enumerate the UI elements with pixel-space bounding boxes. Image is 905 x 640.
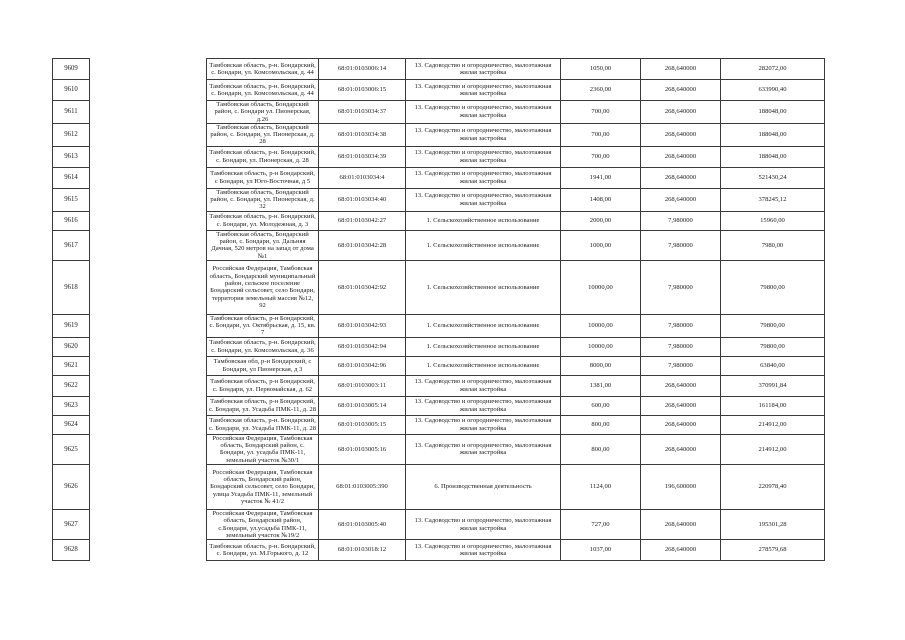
table-row [53,375,825,396]
rate-cell: 7,980000 [641,211,721,230]
table-body [53,59,825,561]
cadastral-value-cell: 79800,00 [721,314,825,337]
rate-cell: 7,980000 [641,314,721,337]
rate-cell: 7,980000 [641,260,721,314]
row-number-cell: 9618 [53,260,90,314]
table-row [53,80,825,101]
rate-cell: 268,640000 [641,59,721,80]
cadastral-number-cell: 68:01:0103034:37 [319,101,406,124]
cadastral-value-cell: 7980,00 [721,230,825,260]
area-cell: 1941,00 [561,167,641,188]
empty-column-cell [90,464,207,509]
land-registry-table [52,58,825,561]
cadastral-number-cell: 68:01:0103005:14 [319,396,406,415]
land-use-cell: 13. Садоводство и огородничество, малоэтажная жилая застройка [406,434,561,464]
empty-column-cell [90,415,207,434]
address-cell: Российская Федерация, Тамбовская область, Бондарский район, с. Бондари, ул. усадьба ПМК-11, земельный участок №30/1 [207,434,319,464]
empty-column-cell [90,356,207,375]
table-row [53,230,825,260]
address-cell: Тамбовская обл, р-н Бондарский, с Бондари, ул Пионерская, д 3 [207,356,319,375]
cadastral-number-cell: 68:01:0103005:390 [319,464,406,509]
cadastral-number-cell: 68:01:0103042:27 [319,211,406,230]
table-row [53,101,825,124]
row-number-cell: 9613 [53,146,90,167]
cadastral-value-cell: 220978,40 [721,464,825,509]
row-number-cell: 9622 [53,375,90,396]
cadastral-number-cell: 68:01:0103005:16 [319,434,406,464]
cadastral-number-cell: 68:01:0103042:92 [319,260,406,314]
land-use-cell: 13. Садоводство и огородничество, малоэтажная жилая застройка [406,375,561,396]
land-use-cell: 13. Садоводство и огородничество, малоэтажная жилая застройка [406,509,561,539]
land-use-cell: 13. Садоводство и огородничество, малоэтажная жилая застройка [406,396,561,415]
table-row [53,434,825,464]
cadastral-value-cell: 633990,40 [721,80,825,101]
rate-cell: 196,600000 [641,464,721,509]
cadastral-value-cell: 79800,00 [721,260,825,314]
rate-cell: 268,640000 [641,188,721,211]
row-number-cell: 9614 [53,167,90,188]
land-use-cell: 13. Садоводство и огородничество, малоэтажная жилая застройка [406,146,561,167]
empty-column-cell [90,434,207,464]
empty-column-cell [90,167,207,188]
cadastral-value-cell: 195301,28 [721,509,825,539]
area-cell: 2360,00 [561,80,641,101]
land-use-cell: 1. Сельскохозяйственное использование [406,211,561,230]
cadastral-number-cell: 68:01:0103034:38 [319,123,406,146]
cadastral-number-cell: 68:01:0103042:94 [319,337,406,356]
cadastral-number-cell: 68:01:0103034:40 [319,188,406,211]
address-cell: Тамбовская область, Бондарский район, с. Бондари, ул. Пионерская, д. 28 [207,123,319,146]
cadastral-value-cell: 79800,00 [721,337,825,356]
empty-column-cell [90,540,207,561]
address-cell: Тамбовская область, р-н. Бондарский, с. Бондари, ул. М.Горького, д. 12 [207,540,319,561]
address-cell: Тамбовская область, р-н. Бондарский, с. Бондари, ул. Комсомольская, д. 36 [207,337,319,356]
cadastral-value-cell: 188048,00 [721,101,825,124]
row-number-cell: 9616 [53,211,90,230]
empty-column-cell [90,188,207,211]
table-row [53,59,825,80]
empty-column-cell [90,396,207,415]
cadastral-value-cell: 214912,00 [721,434,825,464]
table-row [53,123,825,146]
land-use-cell: 13. Садоводство и огородничество, малоэтажная жилая застройка [406,123,561,146]
table-row [53,211,825,230]
row-number-cell: 9617 [53,230,90,260]
area-cell: 10000,00 [561,337,641,356]
cadastral-value-cell: 378245,12 [721,188,825,211]
empty-column-cell [90,80,207,101]
table-row [53,396,825,415]
area-cell: 1124,00 [561,464,641,509]
area-cell: 10000,00 [561,314,641,337]
address-cell: Тамбовская область, Бондарский район, с. Бондари, ул. Пионерская, д. 32 [207,188,319,211]
cadastral-value-cell: 188048,00 [721,123,825,146]
rate-cell: 268,640000 [641,540,721,561]
cadastral-number-cell: 68:01:0103034:4 [319,167,406,188]
row-number-cell: 9628 [53,540,90,561]
row-number-cell: 9627 [53,509,90,539]
land-use-cell: 13. Садоводство и огородничество, малоэтажная жилая застройка [406,59,561,80]
table-row [53,464,825,509]
table-row [53,146,825,167]
rate-cell: 268,640000 [641,80,721,101]
cadastral-number-cell: 68:01:0103006:14 [319,59,406,80]
cadastral-number-cell: 68:01:0103018:12 [319,540,406,561]
area-cell: 700,00 [561,123,641,146]
rate-cell: 7,980000 [641,337,721,356]
land-use-cell: 13. Садоводство и огородничество, малоэтажная жилая застройка [406,167,561,188]
table-row [53,314,825,337]
cadastral-number-cell: 68:01:0103005:15 [319,415,406,434]
table-row [53,356,825,375]
land-use-cell: 6. Производственная деятельность [406,464,561,509]
cadastral-value-cell: 278579,68 [721,540,825,561]
cadastral-number-cell: 68:01:0103042:96 [319,356,406,375]
row-number-cell: 9612 [53,123,90,146]
area-cell: 1000,00 [561,230,641,260]
address-cell: Российская Федерация, Тамбовская область, Бондарский район, с.Бондари, ул.усадьба ПМК-11, земельный участок №19/2 [207,509,319,539]
land-use-cell: 13. Садоводство и огородничество, малоэтажная жилая застройка [406,415,561,434]
table-row [53,260,825,314]
empty-column-cell [90,230,207,260]
empty-column-cell [90,509,207,539]
row-number-cell: 9624 [53,415,90,434]
land-use-cell: 1. Сельскохозяйственное использование [406,260,561,314]
cadastral-value-cell: 63840,00 [721,356,825,375]
table-row [53,509,825,539]
address-cell: Тамбовская область, р-н. Бондарский, с. Бондари, ул. Молодежная, д. 3 [207,211,319,230]
land-use-cell: 13. Садоводство и огородничество, малоэтажная жилая застройка [406,540,561,561]
cadastral-number-cell: 68:01:0103003:11 [319,375,406,396]
table-row [53,188,825,211]
address-cell: Российская Федерация, Тамбовская область, Бондарский муниципальный район, сельское поселение Бондарский сельсовет, село Бондари, территория земельный массив №12, 92 [207,260,319,314]
address-cell: Тамбовская область, Бондарский район, с. Бондари ул. Пионерская, д.26 [207,101,319,124]
empty-column-cell [90,375,207,396]
area-cell: 800,00 [561,415,641,434]
empty-column-cell [90,59,207,80]
address-cell: Тамбовская область, р-н. Бондарский, с. Бондари, ул. Усадьба ПМК-11, д. 28 [207,415,319,434]
cadastral-value-cell: 188048,00 [721,146,825,167]
land-use-cell: 13. Садоводство и огородничество, малоэтажная жилая застройка [406,188,561,211]
area-cell: 800,00 [561,434,641,464]
address-cell: Тамбовская область, р-н Бондарский, с. Бондари, ул. Усадьба ПМК-11, д. 28 [207,396,319,415]
area-cell: 1050,00 [561,59,641,80]
row-number-cell: 9623 [53,396,90,415]
rate-cell: 268,640000 [641,509,721,539]
rate-cell: 268,640000 [641,415,721,434]
area-cell: 1408,00 [561,188,641,211]
row-number-cell: 9609 [53,59,90,80]
land-use-cell: 1. Сельскохозяйственное использование [406,356,561,375]
empty-column-cell [90,146,207,167]
land-use-cell: 13. Садоводство и огородничество, малоэтажная жилая застройка [406,101,561,124]
area-cell: 700,00 [561,146,641,167]
address-cell: Тамбовская область, р-н. Бондарский, с. Бондари, ул. Комсомольская, д. 44 [207,80,319,101]
address-cell: Тамбовская область, р-н. Бондарский, с. Бондари, ул. Комсомольская, д. 44 [207,59,319,80]
address-cell: Российская Федерация, Тамбовская область, Бондарский район, Бондарский сельсовет, село Бондари, улица Усадьба ПМК-11, земельный участок № 41/2 [207,464,319,509]
area-cell: 727,00 [561,509,641,539]
rate-cell: 268,640000 [641,375,721,396]
rate-cell: 268,640000 [641,434,721,464]
row-number-cell: 9611 [53,101,90,124]
rate-cell: 268,640000 [641,146,721,167]
row-number-cell: 9625 [53,434,90,464]
row-number-cell: 9621 [53,356,90,375]
area-cell: 2000,00 [561,211,641,230]
row-number-cell: 9620 [53,337,90,356]
cadastral-value-cell: 521430,24 [721,167,825,188]
cadastral-value-cell: 282072,00 [721,59,825,80]
area-cell: 600,00 [561,396,641,415]
table-row [53,167,825,188]
area-cell: 1037,00 [561,540,641,561]
area-cell: 700,00 [561,101,641,124]
cadastral-value-cell: 15960,00 [721,211,825,230]
empty-column-cell [90,123,207,146]
cadastral-value-cell: 370991,84 [721,375,825,396]
empty-column-cell [90,314,207,337]
row-number-cell: 9615 [53,188,90,211]
empty-column-cell [90,260,207,314]
empty-column-cell [90,337,207,356]
rate-cell: 268,640000 [641,101,721,124]
row-number-cell: 9610 [53,80,90,101]
rate-cell: 268,640000 [641,123,721,146]
rate-cell: 268,640000 [641,167,721,188]
area-cell: 10000,00 [561,260,641,314]
rate-cell: 7,980000 [641,230,721,260]
row-number-cell: 9626 [53,464,90,509]
address-cell: Тамбовская область, р-н Бондарский, с. Бондари, ул. Октябрьская, д. 15, кв. 7 [207,314,319,337]
address-cell: Тамбовская область, р-н Бондарский, с Бондари, ул Юго-Восточная, д 5 [207,167,319,188]
cadastral-value-cell: 214912,00 [721,415,825,434]
land-use-cell: 1. Сельскохозяйственное использование [406,314,561,337]
empty-column-cell [90,101,207,124]
rate-cell: 7,980000 [641,356,721,375]
land-use-cell: 13. Садоводство и огородничество, малоэтажная жилая застройка [406,80,561,101]
row-number-cell: 9619 [53,314,90,337]
area-cell: 1381,00 [561,375,641,396]
empty-column-cell [90,211,207,230]
cadastral-number-cell: 68:01:0103006:15 [319,80,406,101]
land-use-cell: 1. Сельскохозяйственное использование [406,337,561,356]
land-use-cell: 1. Сельскохозяйственное использование [406,230,561,260]
table-row [53,540,825,561]
cadastral-number-cell: 68:01:0103034:39 [319,146,406,167]
address-cell: Тамбовская область, р-н Бондарский, с. Бондари, ул. Первомайская, д. 62 [207,375,319,396]
cadastral-number-cell: 68:01:0103042:93 [319,314,406,337]
area-cell: 8000,00 [561,356,641,375]
cadastral-number-cell: 68:01:0103005:40 [319,509,406,539]
cadastral-number-cell: 68:01:0103042:28 [319,230,406,260]
table-row [53,415,825,434]
table-row [53,337,825,356]
address-cell: Тамбовская область, р-н. Бондарский, с. Бондари, ул. Пионерская, д. 28 [207,146,319,167]
cadastral-value-cell: 161184,00 [721,396,825,415]
rate-cell: 268,640000 [641,396,721,415]
address-cell: Тамбовская область, Бондарский район, с. Бондари, ул. Дальняя Дачная, 520 метров на запад от дома №1 [207,230,319,260]
